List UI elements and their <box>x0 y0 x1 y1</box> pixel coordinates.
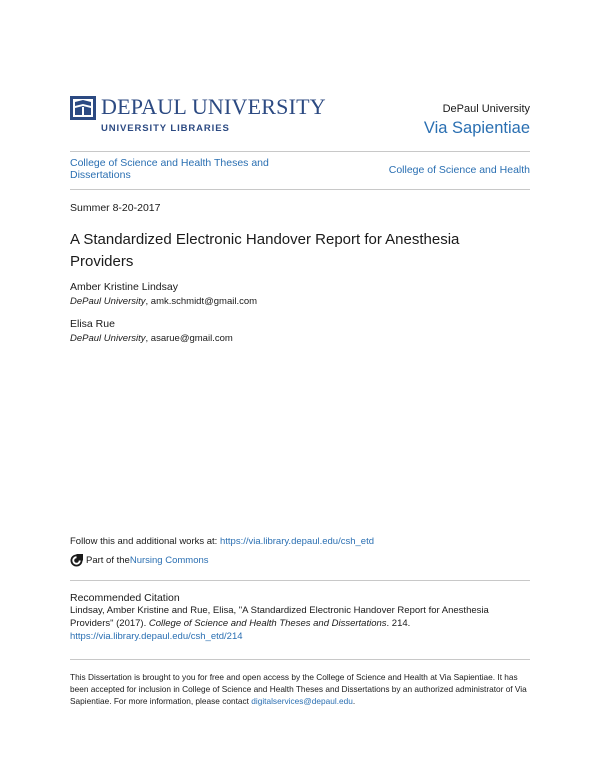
publication-date: Summer 8-20-2017 <box>70 202 161 214</box>
logo-subtitle: UNIVERSITY LIBRARIES <box>101 123 230 134</box>
collection-college-link[interactable]: College of Science and Health <box>388 164 530 176</box>
collection-series-link[interactable]: College of Science and Health Theses and Dissertations <box>70 157 269 181</box>
divider <box>70 659 530 660</box>
citation-heading: Recommended Citation <box>70 592 180 604</box>
divider <box>70 580 530 581</box>
part-of-line: Part of the Nursing Commons <box>70 554 209 567</box>
creative-commons-icon <box>70 554 83 567</box>
author-block <box>70 318 233 344</box>
repository-brand-link[interactable]: Via Sapientiae <box>423 119 530 137</box>
logo-wordmark: DEPAUL UNIVERSITY <box>101 94 326 119</box>
follow-line: Follow this and additional works at: https://via.library.depaul.edu/csh_etd <box>70 536 374 547</box>
nursing-commons-link[interactable]: Nursing Commons <box>129 555 209 566</box>
author-affiliation: DePaul University, asarue@gmail.com <box>70 333 233 344</box>
author-name: Amber Kristine Lindsay <box>70 281 178 293</box>
author-block <box>70 281 257 307</box>
document-title: A Standardized Electronic Handover Report for Anesthesia Providers <box>70 231 460 270</box>
depaul-logo[interactable] <box>70 94 326 136</box>
divider <box>70 189 530 190</box>
author-email: asarue@gmail.com <box>150 333 233 344</box>
author-affiliation: DePaul University, amk.schmidt@gmail.com <box>70 296 258 307</box>
follow-url-link[interactable]: https://via.library.depaul.edu/csh_etd <box>219 536 374 547</box>
citation-url-link[interactable]: https://via.library.depaul.edu/csh_etd/214 <box>70 631 243 642</box>
contact-email-link[interactable]: digitalservices@depaul.edu <box>251 696 353 706</box>
author-email: amk.schmidt@gmail.com <box>150 296 258 307</box>
author-name: Elisa Rue <box>70 318 115 330</box>
repository-institution: DePaul University <box>442 103 530 115</box>
divider <box>70 151 530 152</box>
depaul-crest-icon <box>70 96 96 120</box>
access-statement: This Dissertation is brought to you for free and open access by the College of Science and Health at Via Sapientiae. It has been accepted for inclusion in College of Science and Health Theses and Dissertations by an authorized administrator of Via Sapientiae. For more information, please contact digitalservices@depaul.edu. <box>70 672 527 706</box>
citation-text: Lindsay, Amber Kristine and Rue, Elisa, "A Standardized Electronic Handover Report for Anesthesia Providers" (2017). College of Science and Health Theses and Dissertations. 214. https://via.library.depaul.edu/csh_etd/214 <box>70 605 489 642</box>
